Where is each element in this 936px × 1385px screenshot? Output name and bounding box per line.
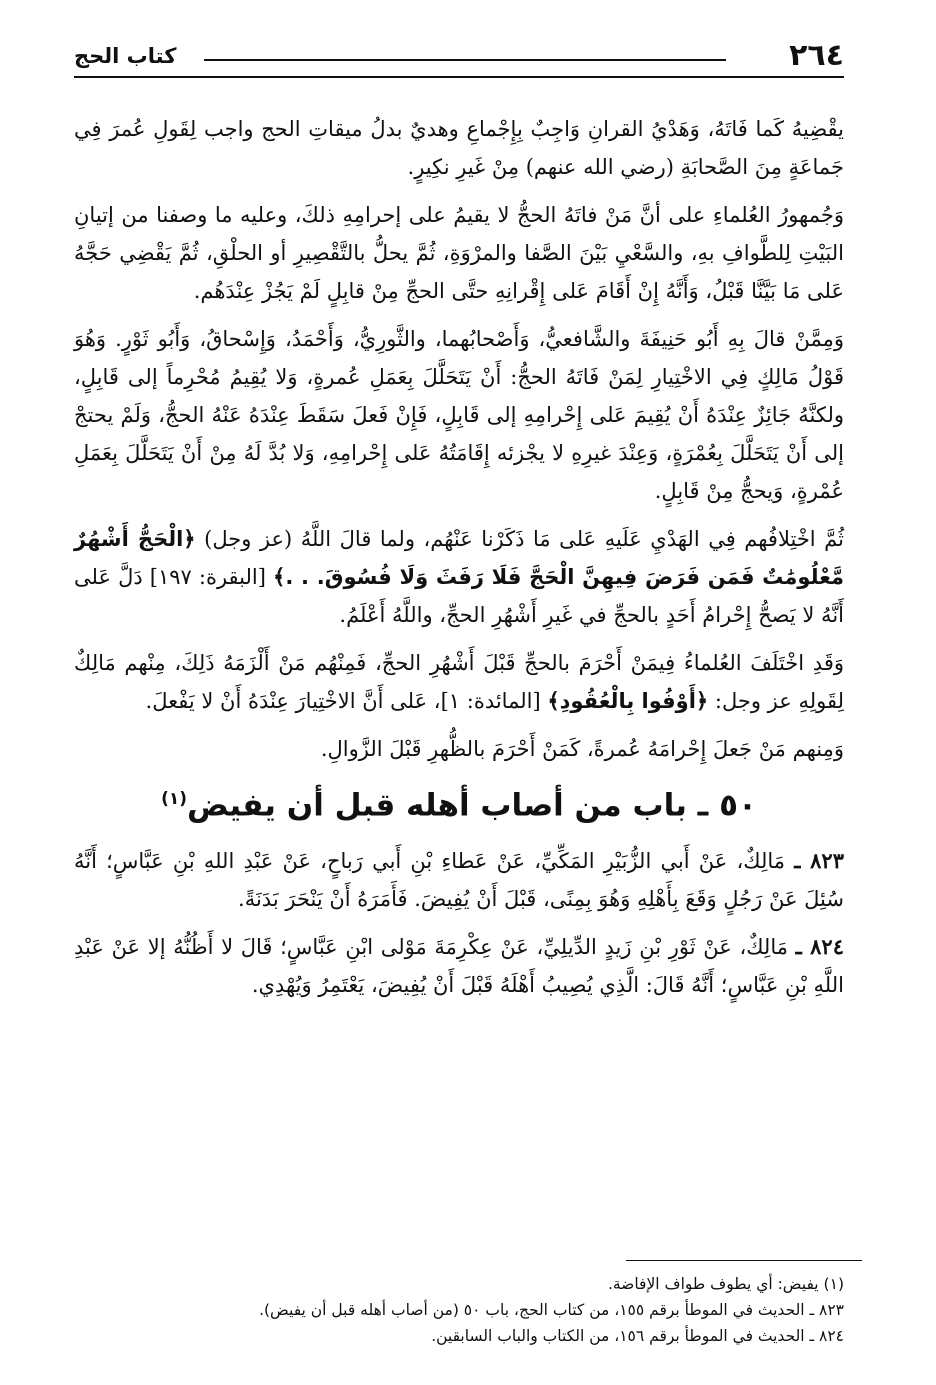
quran-verse: ﴿أَوْفُوا بِالْعُقُودِ﴾ <box>547 689 709 713</box>
paragraph: وَمِنهم مَنْ جَعلَ إِحْرامَهُ عُمرةً، كَمَنْ أَحْرَمَ بالظُّهرِ قَبْلَ الزَّوالِ. <box>320 737 844 761</box>
header-dash-rule <box>204 59 726 61</box>
paragraph: وَمِمَّنْ قالَ بِهِ أَبُو حَنِيفَةَ والشَّافعيُّ، وَأَصْحابُهما، والثَّورِيُّ، وَأَحْمَدُ، وَإِسْحاقُ، وَأَبُو ثَوْرٍ. وَهُوَ قَوْلُ مَالِكٍ فِي الاخْتِيارِ لِمَنْ فَاتَهُ الحجُّ: أَنْ يَتَحَلَّلَ بِعَمَلِ عُمرةٍ، وَلا يُقِيمُ مُحْرِماً إلى قَابِلٍ، ولكنَّهُ جَائِزٌ عِنْدَهُ أَنْ يُقِيمَ عَلى إِحْرامِهِ إلى قَابِلٍ، فَإِنْ فَعلَ سَقَطَ عِنْدَهُ عَنْهُ الحجُّ، وَلَمْ يحتجْ إلى أَنْ يَتَحَلَّلَ بِعُمْرَةٍ، وَعِنْدَ غيرِهِ لا يجْزئه إِقَامَتُهُ عَلى إِحْرامِهِ، وَلا بُدَّ لَهُ مِنْ أَنْ يَتَحَلَّلَ بِعَمَلِ عُمْرةٍ، وَيحجُّ مِنْ قَابِلٍ. <box>74 327 844 503</box>
hadith <box>74 928 844 1004</box>
running-head: كتاب الحج <box>74 44 177 68</box>
hadith <box>74 842 844 918</box>
header-rule <box>74 76 844 78</box>
footnotes <box>74 1271 844 1349</box>
footnote: ٨٢٣ ـ الحديث في الموطأ برقم ١٥٥، من كتاب الحج، باب ٥٠ (من أصاب أهله قبل أن يفيض). <box>259 1301 844 1319</box>
page-body <box>74 110 844 1014</box>
page-number: ٢٦٤ <box>789 38 844 73</box>
paragraph: وَجُمهورُ العُلماءِ على أنَّ مَنْ فاتَهُ الحجُّ لا يقيمُ على إحرامِهِ ذلكَ، وعليه ما وصفنا من إتيانِ البَيْتِ لِلطَّوافِ بهِ، والسَّعْيِ بَيْنَ الصَّفا والمرْوَةِ، ثُمَّ يحلُّ بالتَّقْصِيرِ أو الحلْقِ، ثُمَّ يَقْضِي حَجَّهُ عَلى مَا بَيَّنَّا قَبْلُ، وَأَنَّهُ إِنْ أَقَامَ عَلى إِقْرانِهِ حتَّى الحجِّ مِنْ قابِلٍ لَمْ يَجُزْ عِنْدَهُم. <box>74 203 844 303</box>
paragraph-text: ثُمَّ اخْتِلافُهم فِي الهَدْيِ عَلَيهِ عَلى مَا ذَكَرْنا عَنْهُم، ولما قالَ اللَّهُ (عز وجل) <box>204 527 844 551</box>
quran-verse: ﴿الْحَجُّ أَشْهُرٌ مَّعْلُومَٰتٌ فَمَن فَرَضَ فِيهِنَّ الْحَجَّ فَلَا رَفَثَ وَلَا فُسُوقَ. . .﴾ <box>74 527 845 589</box>
paragraph-text: وَقَدِ اخْتَلَفَ العُلماءُ فِيمَنْ أَحْرَمَ بالحجِّ قَبْلَ أَشْهُرِ الحجِّ، فَمِنْهُم مَنْ أَلْزَمَهُ ذَلِكَ، مِنْهم مَالِكٌ لِقَولِهِ عز وجل: <box>74 651 844 713</box>
hadith-number: ٨٢٤ ـ <box>795 934 844 960</box>
page-header <box>74 36 844 76</box>
paragraph-text: [المائدة: ١]، عَلى أَنَّ الاخْتِيارَ عِنْدَهُ أَنْ لا يَفْعلَ. <box>145 689 541 713</box>
footnote-separator <box>626 1260 862 1261</box>
chapter-title: ٥٠ ـ باب من أصاب أهله قبل أن يفيض <box>187 787 757 824</box>
hadith-text: مَالِكٌ، عَنْ أَبي الزُّبَيْرِ المَكِّيِّ، عَنْ عَطاءِ بْنِ أَبي رَباحٍ، عَنْ عَبْدِ اللهِ بْنِ عَبَّاسٍ؛ أَنَّهُ سُئِلَ عَنْ رَجُلٍ وَقَعَ بِأَهْلِهِ وَهُوَ بِمِنًى، قَبْلَ أَنْ يُفِيضَ. فَأَمَرَهُ أَنْ يَنْحَرَ بَدَنَةً. <box>74 849 844 912</box>
paragraph-with-verse <box>74 644 844 720</box>
chapter-heading <box>74 776 844 828</box>
footnote-ref: (١) <box>161 789 188 809</box>
paragraph-text: [البقرة: ١٩٧] دَلَّ عَلى أَنَّهُ لا يَصحُّ إِحْرامُ أَحَدٍ بالحجِّ في غَيرِ أَشْهُرِ الحجِّ، واللَّهُ أَعْلَمُ. <box>74 565 844 627</box>
hadith-text: مَالِكٌ، عَنْ ثَوْرِ بْنِ زَيدٍ الدِّيلِيِّ، عَنْ عِكْرِمَةَ مَوْلى ابْنِ عَبَّاسٍ؛ قَالَ لا أَظُنُّهُ إلا عَنْ عَبْدِ اللَّهِ بْنِ عَبَّاسٍ؛ أَنَّهُ قَالَ: الَّذِي يُصِيبُ أَهْلَهُ قَبْلَ أَنْ يُفِيضَ، يَعْتَمِرُ وَيُهْدِي. <box>74 935 844 998</box>
footnote: ٨٢٤ ـ الحديث في الموطأ برقم ١٥٦، من الكتاب والباب السابقين. <box>431 1327 844 1345</box>
paragraph-with-verse <box>74 520 844 634</box>
hadith-number: ٨٢٣ ـ <box>794 848 844 874</box>
paragraph: يقْضِيهُ كَما فَاتَهُ، وَهَدْيُ القرانِ وَاجِبٌ بِإِجْماعِ وهديٌ بدلُ ميقاتِ الحج واجب لِقَولِ عُمرَ فِي جَماعَةٍ مِنَ الصَّحابَةِ (رضي الله عنهم) مِنْ غَيرِ نكِيرٍ. <box>74 117 844 179</box>
footnote: (١) يفيض: أي يطوف طواف الإفاضة. <box>607 1275 844 1293</box>
